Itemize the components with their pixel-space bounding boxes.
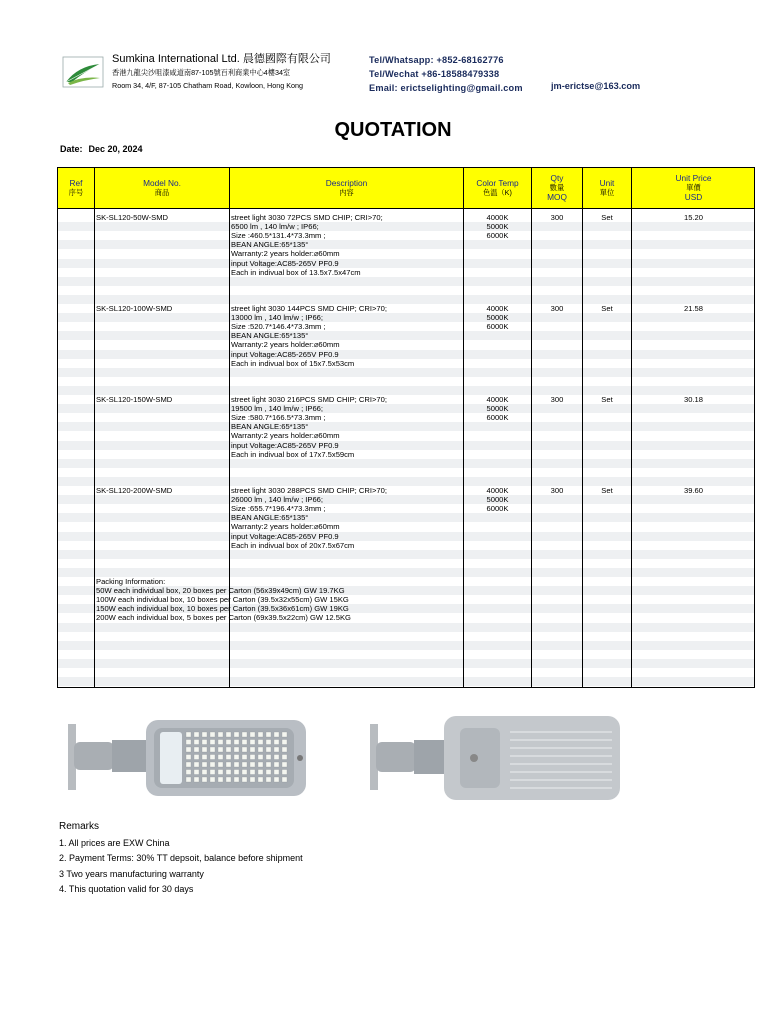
col-model (95, 168, 229, 208)
row-stripe (58, 477, 754, 486)
color-temp: 4000K (486, 213, 509, 222)
col-description-cn: 内容 (339, 188, 354, 197)
row-stripe (58, 313, 754, 322)
col-divider (582, 168, 583, 687)
color-temp: 6000K (486, 231, 509, 241)
color-temp: 6000K (486, 413, 509, 423)
col-unit (583, 168, 631, 208)
quantity: 300 (550, 486, 564, 495)
row-stripe (58, 495, 754, 504)
email-secondary: jm-erictse@163.com (551, 81, 641, 91)
col-model-label: Model No. (143, 177, 181, 188)
row-stripe (58, 386, 754, 395)
unit: Set (601, 395, 613, 404)
col-description (230, 168, 463, 208)
unit: Set (601, 486, 613, 495)
col-unit-price (632, 168, 755, 208)
company-name: Sumkina International Ltd. 晨德國際有限公司 (112, 53, 331, 65)
description-line: BEAN ANGLE:65*135° (231, 422, 309, 432)
remarks-title: Remarks (59, 821, 100, 832)
description-line: street light 3030 288PCS SMD CHIP; CRI>70; (231, 486, 387, 495)
description-line: Warranty:2 years holder:⌀60mm (231, 522, 340, 532)
unit-price: 15.20 (683, 213, 703, 222)
row-stripe (58, 459, 754, 468)
description-line: street light 3030 216PCS SMD CHIP; CRI>70; (231, 395, 387, 404)
model-number: SK-SL120-100W-SMD (96, 304, 173, 313)
description-line: Warranty:2 years holder:⌀60mm (231, 431, 340, 441)
color-temp: 4000K (486, 395, 509, 404)
description-line: input Voltage:AC85-265V PF0.9 (231, 531, 339, 541)
description-line: BEAN ANGLE:65*135° (231, 513, 309, 523)
model-number: SK-SL120-200W-SMD (96, 486, 173, 495)
color-temp: 5000K (486, 222, 509, 232)
col-qty-cn: 數量 (549, 183, 565, 193)
packing-info-line: Packing Information: (96, 577, 166, 586)
description-line: street light 3030 72PCS SMD CHIP; CRI>70; (231, 213, 383, 222)
row-stripe (58, 550, 754, 559)
quotation-date (60, 144, 143, 154)
color-temp: 6000K (486, 504, 509, 514)
col-unit-label: Unit (599, 177, 615, 188)
company-address-en: Room 34, 4/F, 87-105 Chatham Road, Kowloon, Hong Kong (112, 81, 303, 90)
col-divider (463, 168, 464, 687)
col-ref-label: Ref (69, 177, 83, 188)
row-stripe (58, 331, 754, 340)
packing-info-line: 50W each individual box, 20 boxes per Carton (56x39x49cm) GW 19.7KG (96, 586, 345, 596)
description-line: 19500 lm , 140 lm/w ; IP66; (231, 404, 324, 414)
company-block (112, 53, 331, 92)
col-ref (58, 168, 94, 208)
packing-info-line: 200W each individual box, 5 boxes per Carton (69x39.5x22cm) GW 12.5KG (96, 613, 351, 623)
row-stripe (58, 532, 754, 541)
whatsapp-line: Tel/Whatsapp: +852-68162776 (369, 55, 504, 65)
color-temp: 5000K (486, 404, 509, 414)
col-model-cn: 商品 (154, 188, 170, 197)
col-divider (531, 168, 532, 687)
street-light-front-image (62, 710, 308, 800)
description-line: Size :580.7*166.5*73.3mm ; (231, 413, 326, 423)
col-color-temp (464, 168, 531, 208)
row-stripe (58, 350, 754, 359)
description-line: Size :655.7*196.4*73.3mm ; (231, 504, 326, 514)
row-stripe (58, 240, 754, 249)
col-qty-label: Qty (550, 172, 564, 183)
description-line: Each in indivual box of 13.5x7.5x47cm (231, 267, 361, 277)
col-ref-cn: 序号 (68, 188, 84, 197)
row-stripe (58, 259, 754, 268)
row-stripe (58, 295, 754, 304)
description-line: 13000 lm , 140 lm/w ; IP66; (231, 313, 324, 323)
unit-price: 30.18 (683, 395, 703, 404)
description-line: Size :460.5*131.4*73.3mm ; (231, 231, 326, 241)
row-stripe (58, 568, 754, 577)
row-stripe (58, 277, 754, 286)
email-line: Email: erictselighting@gmail.com (369, 83, 523, 93)
quotation-table (57, 167, 755, 688)
date-value: Dec 20, 2024 (88, 144, 143, 154)
description-line: input Voltage:AC85-265V PF0.9 (231, 440, 339, 450)
description-line: Each in indivual box of 15x7.5x53cm (231, 358, 355, 368)
col-unit-price-sub: USD (684, 191, 703, 202)
description-line: Warranty:2 years holder:⌀60mm (231, 249, 340, 259)
model-number: SK-SL120-150W-SMD (96, 395, 173, 404)
description-line: input Voltage:AC85-265V PF0.9 (231, 349, 339, 359)
company-logo (62, 56, 104, 88)
packing-info-line: 100W each individual box, 10 boxes per Carton (39.5x32x55cm) GW 15KG (96, 595, 349, 605)
description-line: Size :520.7*146.4*73.3mm ; (231, 322, 326, 332)
table-header (58, 168, 754, 209)
color-temp: 4000K (486, 486, 509, 495)
row-stripe (58, 222, 754, 231)
description-line: input Voltage:AC85-265V PF0.9 (231, 258, 339, 268)
wechat-line: Tel/Wechat +86-18588479338 (369, 69, 500, 79)
col-color-temp-label: Color Temp (476, 177, 519, 188)
row-stripe (58, 368, 754, 377)
remarks-section (59, 819, 303, 898)
row-stripe (58, 422, 754, 431)
contact-block (369, 53, 523, 95)
remark-item: 2. Payment Terms: 30% TT depsoit, balance before shipment (59, 853, 303, 863)
col-qty-sub: MOQ (547, 191, 567, 202)
unit: Set (601, 304, 613, 313)
row-stripe (58, 623, 754, 632)
col-color-temp-cn: 色温（K) (483, 188, 512, 197)
col-description-label: Description (325, 177, 368, 188)
page-title: QUOTATION (334, 119, 452, 141)
row-stripe (58, 513, 754, 522)
description-line: Each in indivual box of 20x7.5x67cm (231, 540, 355, 550)
model-number: SK-SL120-50W-SMD (96, 213, 169, 222)
col-unit-price-cn: 單價 (686, 183, 701, 193)
row-stripe (58, 659, 754, 668)
color-temp: 5000K (486, 495, 509, 505)
description-line: street light 3030 144PCS SMD CHIP; CRI>70; (231, 304, 387, 313)
col-unit-price-label: Unit Price (675, 172, 712, 183)
col-divider (94, 168, 95, 687)
col-unit-cn: 單位 (599, 188, 615, 197)
description-line: Each in indivual box of 17x7.5x59cm (231, 449, 355, 459)
description-line: Warranty:2 years holder:⌀60mm (231, 340, 340, 350)
date-label: Date: (60, 144, 83, 154)
quantity: 300 (550, 213, 564, 222)
packing-info-line: 150W each individual box, 10 boxes per Carton (39.5x36x61cm) GW 19KG (96, 604, 349, 614)
remark-item: 3 Two years manufacturing warranty (59, 868, 204, 879)
remark-item: 1. All prices are EXW China (59, 837, 170, 848)
description-line: 6500 lm , 140 lm/w ; IP66; (231, 222, 319, 232)
row-stripe (58, 641, 754, 650)
company-address-cn: 香港九龍尖沙咀漆咸道南87-105號百利商業中心4樓34室 (112, 68, 291, 77)
color-temp: 4000K (486, 304, 509, 313)
color-temp: 6000K (486, 322, 509, 332)
unit-price: 21.58 (683, 304, 703, 313)
description-line: 26000 lm , 140 lm/w ; IP66; (231, 495, 324, 505)
street-light-back-image (364, 712, 622, 804)
quantity: 300 (550, 304, 564, 313)
unit-price: 39.60 (683, 486, 703, 495)
description-line: BEAN ANGLE:65*135° (231, 240, 309, 250)
row-stripe (58, 677, 754, 686)
quantity: 300 (550, 395, 564, 404)
row-stripe (58, 404, 754, 413)
color-temp: 5000K (486, 313, 509, 323)
remark-item: 4. This quotation valid for 30 days (59, 884, 194, 894)
col-divider (631, 168, 632, 687)
unit: Set (601, 213, 613, 222)
row-stripe (58, 441, 754, 450)
col-qty (532, 168, 582, 208)
description-line: BEAN ANGLE:65*135° (231, 331, 309, 341)
